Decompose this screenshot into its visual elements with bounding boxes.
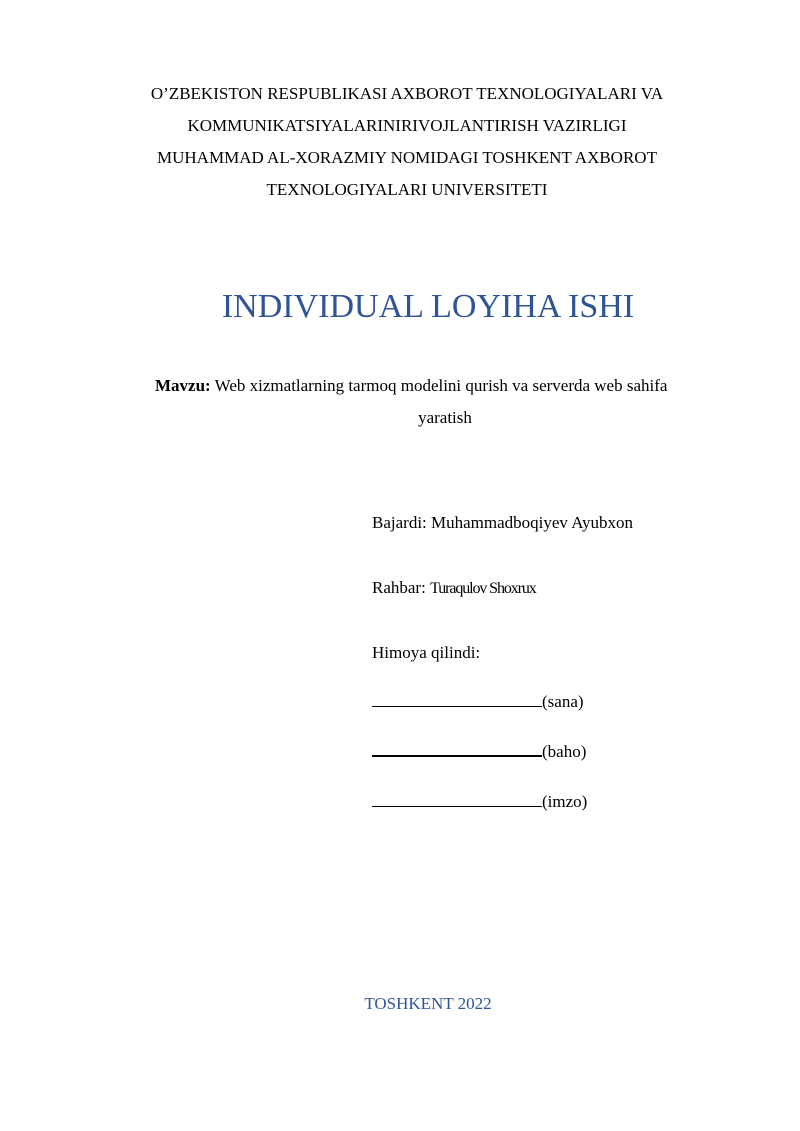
ministry-header xyxy=(100,78,714,206)
date-blank xyxy=(372,692,542,707)
grade-line xyxy=(372,740,586,764)
supervisor-name: Turaqulov Shoxrux xyxy=(430,580,536,597)
topic-label: Mavzu: xyxy=(155,376,211,395)
header-line-2: KOMMUNIKATSIYALARINIRIVOJLANTIRISH VAZIRLIGI xyxy=(187,116,627,135)
defended-line xyxy=(372,641,480,665)
performer-label: Bajardi: xyxy=(372,513,427,532)
defended-label: Himoya qilindi: xyxy=(372,643,481,662)
grade-label: (baho) xyxy=(542,742,587,761)
signature-blank xyxy=(372,792,542,807)
supervisor-label: Rahbar: xyxy=(372,578,426,597)
header-line-4: TEXNOLOGIYALARI UNIVERSITETI xyxy=(266,180,548,199)
document-title: INDIVIDUAL LOYIHA ISHI xyxy=(221,288,635,325)
grade-blank xyxy=(372,741,542,757)
performer-name: Muhammadboqiyev Ayubxon xyxy=(431,513,633,532)
supervisor-line xyxy=(372,576,536,601)
signature-line xyxy=(372,790,587,814)
date-line xyxy=(372,690,584,714)
date-label: (sana) xyxy=(542,692,584,711)
topic-text-line-2: yaratish xyxy=(418,408,472,427)
header-line-3: MUHAMMAD AL-XORAZMIY NOMIDAGI TOSHKENT AXBOROT xyxy=(157,148,657,167)
performer-line xyxy=(372,511,633,535)
signature-label: (imzo) xyxy=(542,792,588,811)
topic-text-line-1: Web xizmatlarning tarmoq modelini qurish va serverda web sahifa xyxy=(214,376,668,395)
city-year-footer: TOSHKENT 2022 xyxy=(364,994,492,1013)
topic-block xyxy=(155,370,735,434)
header-line-1: O’ZBEKISTON RESPUBLIKASI AXBOROT TEXNOLOGIYALARI VA xyxy=(150,84,664,103)
